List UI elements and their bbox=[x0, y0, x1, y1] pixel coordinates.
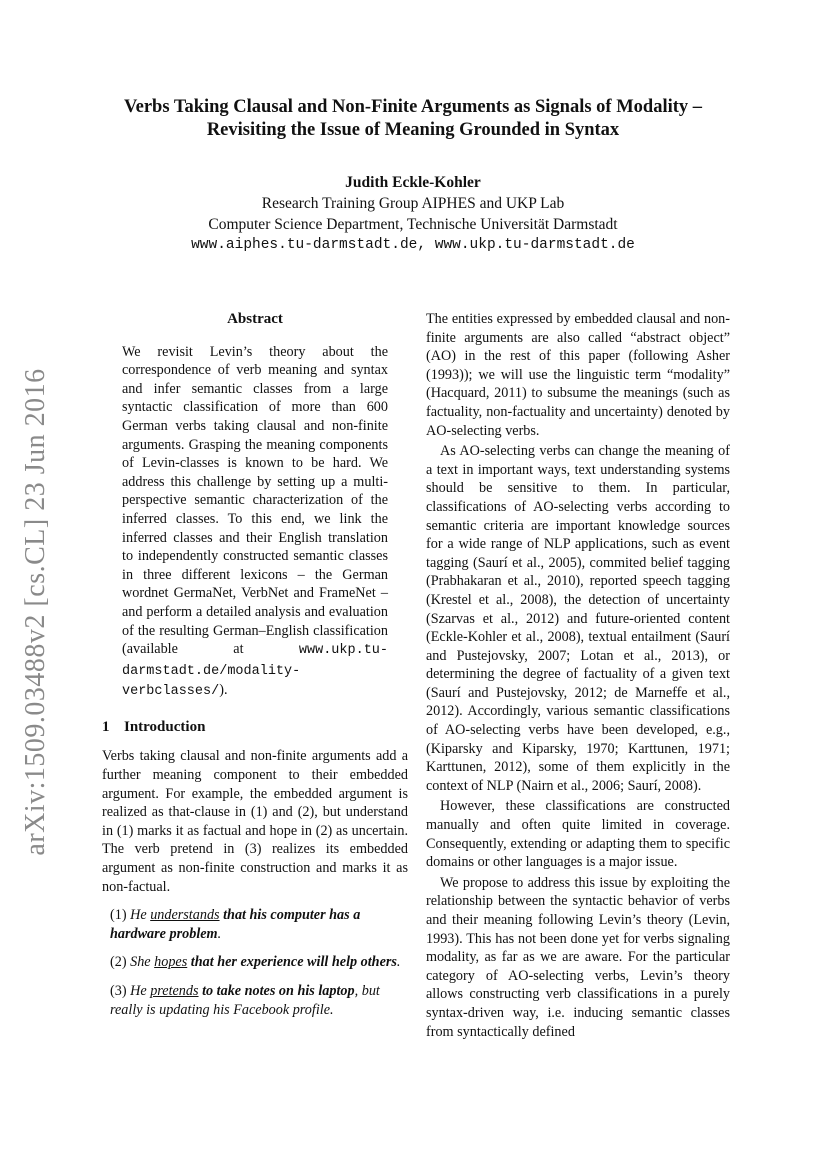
section-title: Introduction bbox=[124, 718, 206, 735]
left-column bbox=[102, 310, 408, 1019]
arxiv-identifier: arXiv:1509.03488v2 [cs.CL] 23 Jun 2016 bbox=[20, 368, 51, 856]
arxiv-sidebar-stamp bbox=[14, 342, 58, 882]
example-1 bbox=[110, 906, 408, 943]
example-tail: . bbox=[396, 954, 401, 971]
abstract-text: We revisit Levin’s theory about the correspondence of verb meaning and syntax and infer semantic classes from a large syntactic classification of more than 600 German verbs taking clausal and non-finite arguments. Grasping the meaning components of Levin-classes is known to be hard. We address this challenge by setting up a multi-perspective semantic characterization of the inferred classes. To this end, we link the inferred classes and their English translation to independently constructed semantic classes in three different lexicons – the German wordnet GermaNet, VerbNet and FrameNet – and perform a detailed analysis and evaluation of the resulting German–English classification (available at bbox=[122, 343, 388, 658]
abstract-end: ). bbox=[219, 682, 228, 699]
author-block bbox=[80, 172, 746, 256]
example-number: (1) bbox=[110, 907, 127, 924]
abstract-url: www.ukp.tu-darmstadt.de/modality-verbclasses/ bbox=[122, 643, 389, 700]
intro-paragraph: Verbs taking clausal and non-finite arguments add a further meaning component to their embedded argument. For example, the embedded argument is realized as that-clause in (1) and (2), but understand in (1) marks it as factual and hope in (2) as uncertain. The verb pretend in (3) realizes its embedded argument as non-finite construction and marks it as non-factual. bbox=[102, 748, 408, 895]
example-subject: She bbox=[130, 954, 151, 971]
title-line-2: Revisiting the Issue of Meaning Grounded in Syntax bbox=[206, 120, 620, 140]
example-tail: , but really is updating his Facebook profile. bbox=[110, 983, 380, 1018]
section-heading-introduction bbox=[102, 718, 408, 737]
paragraph-proposal: We propose to address this issue by exploiting the relationship between the syntactic behavior of verbs and their meaning following Levin’s theory (Levin, 1993). This has not been done yet for verbs signaling modality, as far as we are aware. For the particular category of AO-selecting verbs, Levin’s theory allows constructing verb classifications in a purely syntax-driven way, i.e. inducing semantic classes from syntactically defined bbox=[426, 874, 730, 1040]
abstract-body bbox=[122, 343, 388, 702]
example-tail: . bbox=[217, 925, 222, 942]
paper-title bbox=[80, 96, 746, 142]
example-number: (2) bbox=[110, 954, 127, 971]
example-3 bbox=[110, 982, 408, 1019]
abstract-heading: Abstract bbox=[227, 311, 283, 327]
example-subject: He bbox=[130, 983, 147, 999]
title-line-1: Verbs Taking Clausal and Non-Finite Arguments as Signals of Modality – bbox=[123, 97, 703, 117]
example-complement: to take notes on his laptop bbox=[202, 983, 355, 999]
author-affiliation-1: Research Training Group AIPHES and UKP Lab bbox=[261, 195, 565, 212]
paragraph-limitations: However, these classifications are constructed manually and often quite limited in coverage. Consequently, extending or adapting them to specific domains or other languages is a major issue. bbox=[426, 798, 730, 871]
example-verb: hopes bbox=[154, 954, 188, 971]
author-affiliation-2: Computer Science Department, Technische Universität Darmstadt bbox=[208, 216, 618, 233]
author-urls: www.aiphes.tu-darmstadt.de, www.ukp.tu-darmstadt.de bbox=[191, 237, 635, 253]
example-complement: that his computer has a hardware problem bbox=[110, 907, 361, 942]
example-verb: pretends bbox=[150, 983, 199, 999]
example-2 bbox=[110, 953, 408, 972]
example-complement: that her experience will help others bbox=[190, 954, 397, 971]
example-number: (3) bbox=[110, 983, 127, 999]
paragraph-nlp-applications: As AO-selecting verbs can change the meaning of a text in important ways, text understanding systems should be sensitive to them. In particular, classifications of AO-selecting verbs according to semantic criteria are important knowledge sources for a wide range of NLP applications, such as event tagging (Saurí et al., 2005), commited belief tagging (Prabhakaran et al., 2010), reported speech tagging (Krestel et al., 2008), the detection of uncertainty (Szarvas et al., 2012) and future-oriented content (Eckle-Kohler et al., 2008), textual entailment (Saurí and Pustejovsky, 2007; Lotan et al., 2013), or determining the degree of factuality of a given text (Saurí and Pustejovsky, 2012; de Marneffe et al., 2012). Accordingly, various semantic classifications of AO-selecting verbs have been developed, e.g., (Kiparsky and Kiparsky, 1970; Karttunen, 1971; Karttunen, 2012), some of them explicitly in the context of NLP (Nairn et al., 2006; Saurí, 2008). bbox=[426, 443, 730, 794]
example-verb: understands bbox=[150, 907, 220, 924]
example-subject: He bbox=[130, 907, 147, 924]
author-name: Judith Eckle-Kohler bbox=[345, 174, 481, 191]
section-number: 1 bbox=[102, 718, 110, 735]
right-column bbox=[426, 310, 730, 1041]
paragraph-abstract-objects: The entities expressed by embedded clausal and non-finite arguments are also called “abstract object” (AO) in the rest of this paper (following Asher (1993)); we will use the linguistic term “modality” (Hacquard, 2011) to subsume the meanings (such as factuality, non-factuality and uncertainty) denoted by AO-selecting verbs. bbox=[426, 311, 730, 439]
